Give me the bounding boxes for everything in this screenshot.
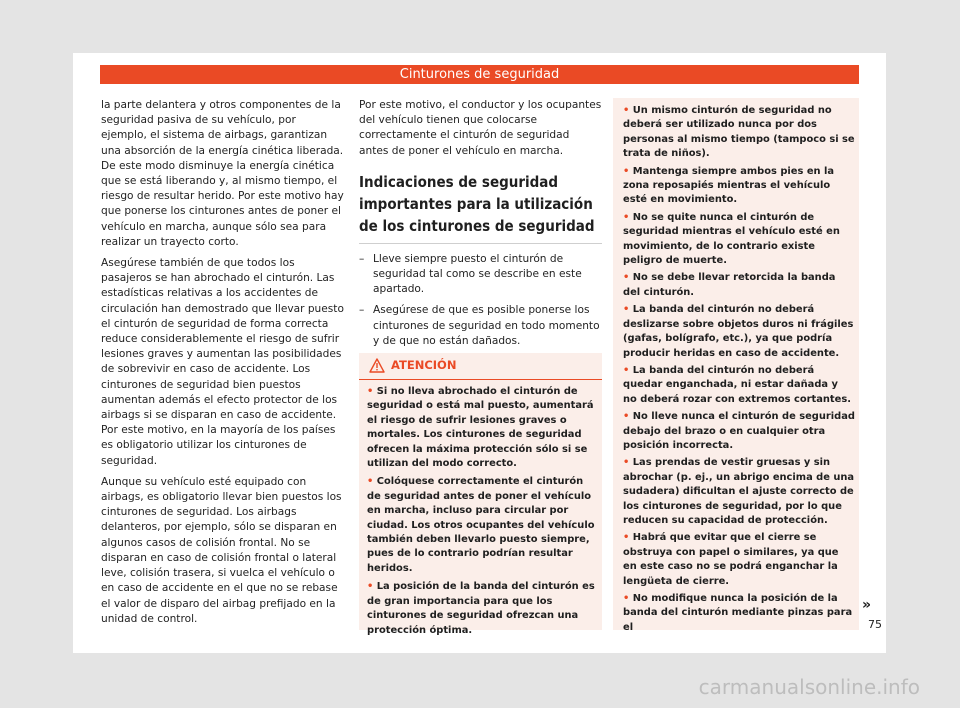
dash-item: – Asegúrese de que es posible ponerse los cinturones de seguridad en todo momento y de que no están dañados.	[359, 303, 602, 349]
paragraph: Asegúrese también de que todos los pasajeros se han abrochado el cinturón. Las estadísticas relativas a los accidentes de circulación han demostrado que llevar puesto el cinturón de seguridad de forma correcta reduce considerablemente el riesgo de sufrir lesiones graves y aumentan las posibilidades de sobrevivir en caso de accidente. Los cinturones de seguridad bien puestos aumentan además el efecto protector de los airbags si se disparan en caso de accidente. Por este motivo, en la mayoría de los países es obligatorio utilizar los cinturones de seguridad.	[101, 257, 344, 467]
column-1	[101, 98, 344, 633]
section-heading: Indicaciones de seguridad importantes para la utilización de los cinturones de seguridad	[359, 171, 602, 244]
paragraph: Por este motivo, el conductor y los ocupantes del vehículo tienen que colocarse correctamente el cinturón de seguridad antes de poner el vehículo en marcha.	[359, 99, 602, 157]
warning-item: • No se quite nunca el cinturón de seguridad mientras el vehículo esté en movimiento, de lo contrario existe peligro de muerte.	[623, 211, 840, 267]
bullet-icon: •	[367, 581, 374, 593]
warning-continuation-box	[613, 98, 859, 633]
warning-item: • Mantenga siempre ambos pies en la zona reposapiés mientras el vehículo esté en movimiento.	[623, 165, 835, 206]
bullet-icon: •	[367, 386, 374, 397]
warning-item: • No modifique nunca la posición de la banda del cinturón mediante pinzas para el	[623, 593, 853, 633]
bullet-icon: •	[623, 532, 630, 544]
continue-mark-icon: »	[862, 597, 872, 613]
bullet-icon: •	[623, 165, 630, 177]
warning-item: • Colóquese correctamente el cinturón de seguridad antes de poner el vehículo en marcha, incluso para circular por ciudad. Los otros ocupantes del vehículo también deben llevarlo puesto siempre, pues de lo contrario podrían resultar heridos.	[367, 476, 595, 574]
bullet-icon: •	[623, 457, 630, 469]
column-2	[359, 98, 602, 355]
warning-item: • Un mismo cinturón de seguridad no deberá ser utilizado nunca por dos personas al mismo tiempo (tampoco si se trata de niños).	[623, 105, 855, 160]
warning-box	[359, 353, 602, 636]
warning-item: • No se debe llevar retorcida la banda del cinturón.	[623, 272, 836, 298]
bullet-icon: •	[623, 304, 630, 316]
section-header: Cinturones de seguridad	[100, 65, 859, 84]
warning-triangle-icon	[369, 358, 385, 373]
warning-item: • Las prendas de vestir gruesas y sin abrochar (p. ej., un abrigo encima de una sudadera) dificultan el ajuste correcto de los cinturones de seguridad, por lo que reducen su capacidad de protección.	[623, 457, 855, 526]
paragraph: la parte delantera y otros componentes de la seguridad pasiva de su vehículo, por ejemplo, el sistema de airbags, garantizan una absorción de la energía cinética liberada. De este modo disminuye la energía cinética que se está liberando y, al mismo tiempo, el riesgo de resultar herido. Por este motivo hay que ponerse los cinturones antes de poner el vehículo en marcha, aunque sólo sea para realizar un trayecto corto.	[101, 99, 344, 248]
bullet-icon: •	[623, 105, 630, 116]
dash-item: – Lleve siempre puesto el cinturón de seguridad tal como se describe en este apartado.	[359, 252, 602, 298]
warning-item: • Si no lleva abrochado el cinturón de seguridad o está mal puesto, aumentará el riesgo de sufrir lesiones graves o mortales. Los cinturones de seguridad ofrecen la máxima protección sólo si se utilizan del modo correcto.	[367, 386, 594, 470]
paragraph: Aunque su vehículo esté equipado con airbags, es obligatorio llevar bien puestos los cinturones de seguridad. Los airbags delanteros, por ejemplo, sólo se disparan en algunos casos de colisión frontal. No se disparan en caso de colisión frontal o lateral leve, colisión trasera, si vuelca el vehículo o en caso de accidente en el que no se rebase el valor de disparo del airbag prefijado en la unidad de control.	[101, 475, 342, 625]
bullet-icon: •	[623, 364, 630, 376]
bullet-icon: •	[623, 411, 630, 423]
bullet-icon: •	[623, 272, 630, 284]
bullet-icon: •	[623, 211, 630, 223]
warning-title: ATENCIÓN	[391, 358, 457, 372]
warning-item: • La banda del cinturón no deberá deslizarse sobre objetos duros ni frágiles (gafas, bolígrafo, etc.), ya que podría producir heridas en caso de accidente.	[623, 304, 854, 359]
warning-item: • La posición de la banda del cinturón es de gran importancia para que los cinturones de seguridad ofrezcan una protección óptima.	[367, 581, 595, 636]
bullet-icon: •	[367, 476, 374, 488]
warning-list	[623, 104, 855, 638]
warning-list	[367, 385, 595, 642]
warning-item: • No lleve nunca el cinturón de seguridad debajo del brazo o en cualquier otra posición incorrecta.	[623, 411, 855, 451]
page-number: 75	[868, 618, 882, 631]
warning-header	[359, 353, 602, 380]
warning-item: • La banda del cinturón no deberá quedar enganchada, ni estar dañada y no deberá rozar con extremos cortantes.	[623, 364, 851, 405]
bullet-icon: •	[623, 593, 630, 604]
watermark: carmanualsonline.info	[698, 675, 920, 699]
warning-item: • Habrá que evitar que el cierre se obstruya con papel o similares, ya que en este caso no se podrá enganchar la lengüeta de cierre.	[623, 532, 839, 587]
